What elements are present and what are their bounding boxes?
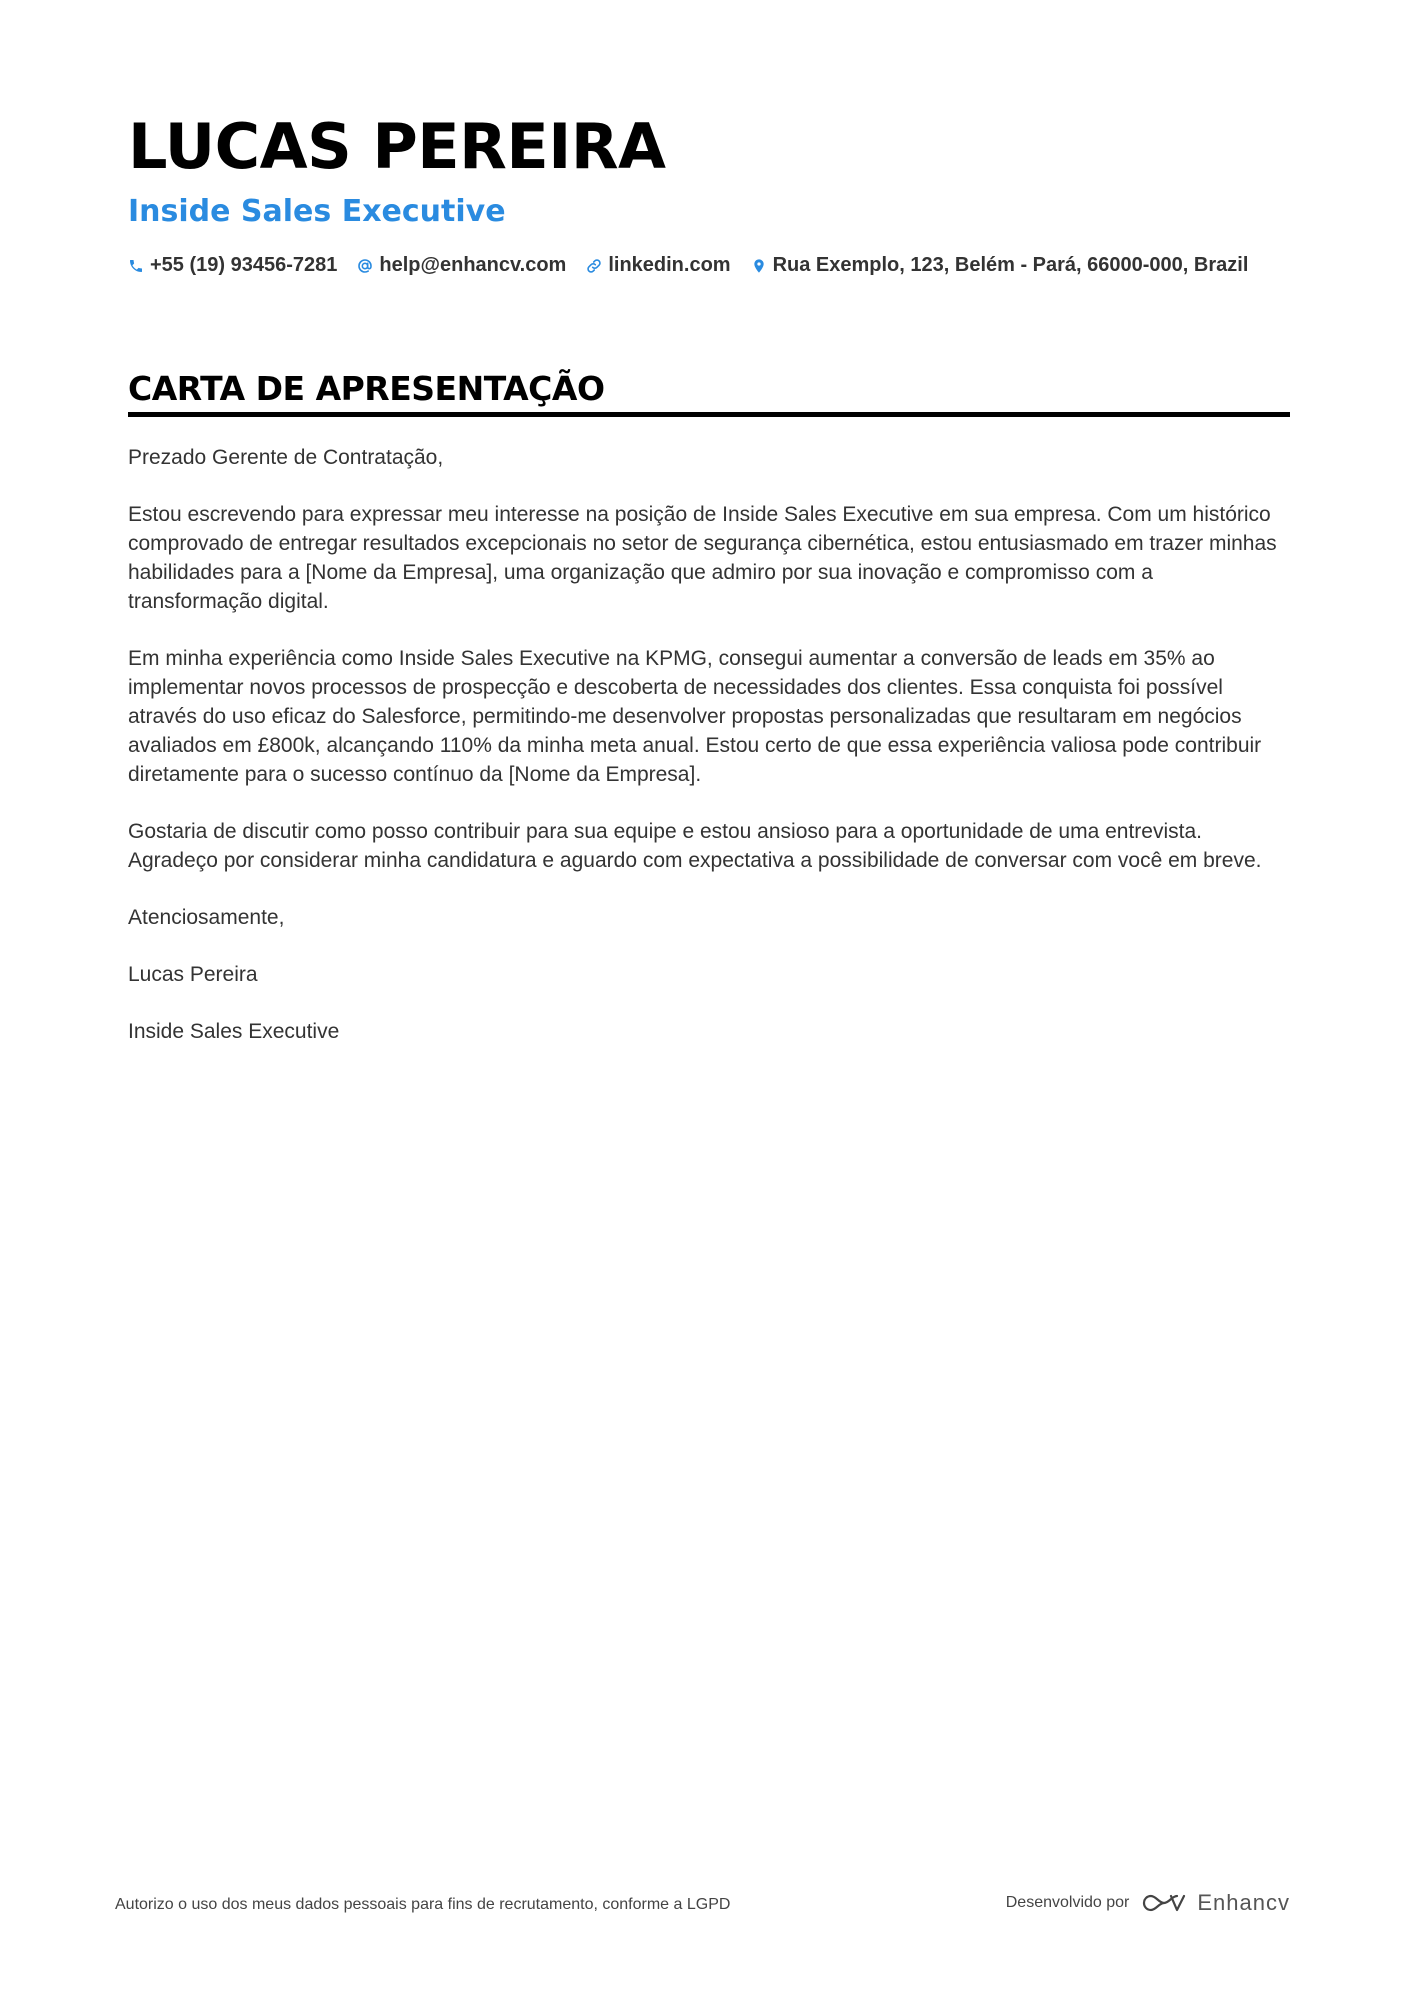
letter-paragraph: Em minha experiência como Inside Sales Executive na KPMG, consegui aumentar a conversão de leads em 35% ao implementar novos processos de prospecção e descoberta de necessidades dos clientes. Essa conquista foi possível através do uso eficaz do Salesforce, permitindo-me desenvolver propostas personalizadas que resultaram em negócios avaliados em £800k, alcançando 110% da minha meta anual. Estou certo de que essa experiência valiosa pode contribuir diretamente para o sucesso contínuo da [Nome da Empresa]. [128,647,1262,786]
phone-icon [128,258,144,274]
letter-paragraph: Gostaria de discutir como posso contribuir para sua equipe e estou ansioso para a oportunidade de uma entrevista. Agradeço por considerar minha candidatura e aguardo com expectativa a possibilidade de conversar com você em breve. [128,820,1262,872]
contact-linkedin[interactable] [586,254,730,277]
powered-by-label: Desenvolvido por [1005,1894,1130,1911]
enhancv-logo-icon [1141,1892,1187,1914]
contact-phone [128,254,337,277]
letter-paragraph: Estou escrevendo para expressar meu interesse na posição de Inside Sales Executive em sua empresa. Com um histórico comprovado de entregar resultados excepcionais no setor de segurança cibernética, estou entusiasmado em trazer minhas habilidades para a [Nome da Empresa], uma organização que admiro por sua inovação e compromisso com a transformação digital. [128,503,1277,613]
powered-by[interactable] [1006,1890,1290,1916]
candidate-name: LUCAS PEREIRA [128,110,666,183]
letter-body [128,443,1290,1046]
consent-note: Autorizo o uso dos meus dados pessoais para fins de recrutamento, conforme a LGPD [115,1896,731,1913]
map-pin-icon [751,258,767,274]
link-icon [586,258,602,274]
letter-closing: Atenciosamente, [128,906,285,929]
contact-list [128,254,1290,277]
address-text: Rua Exemplo, 123, Belém - Pará, 66000-000, Brazil [772,254,1249,276]
contact-address [751,254,1249,277]
section-divider [128,412,1290,417]
contact-email[interactable] [357,254,566,277]
letter-greeting: Prezado Gerente de Contratação, [128,446,444,469]
signature-name: Lucas Pereira [128,963,258,986]
at-icon [357,258,373,274]
phone-text: +55 (19) 93456-7281 [150,254,338,276]
cover-letter-section [128,368,1290,1074]
header [128,112,1290,277]
candidate-role: Inside Sales Executive [128,194,506,229]
signature-title: Inside Sales Executive [128,1020,340,1043]
linkedin-text[interactable]: linkedin.com [608,254,731,276]
email-text[interactable]: help@enhancv.com [379,254,567,276]
brand-name: Enhancv [1197,1890,1290,1915]
section-title: CARTA DE APRESENTAÇÃO [128,369,605,408]
